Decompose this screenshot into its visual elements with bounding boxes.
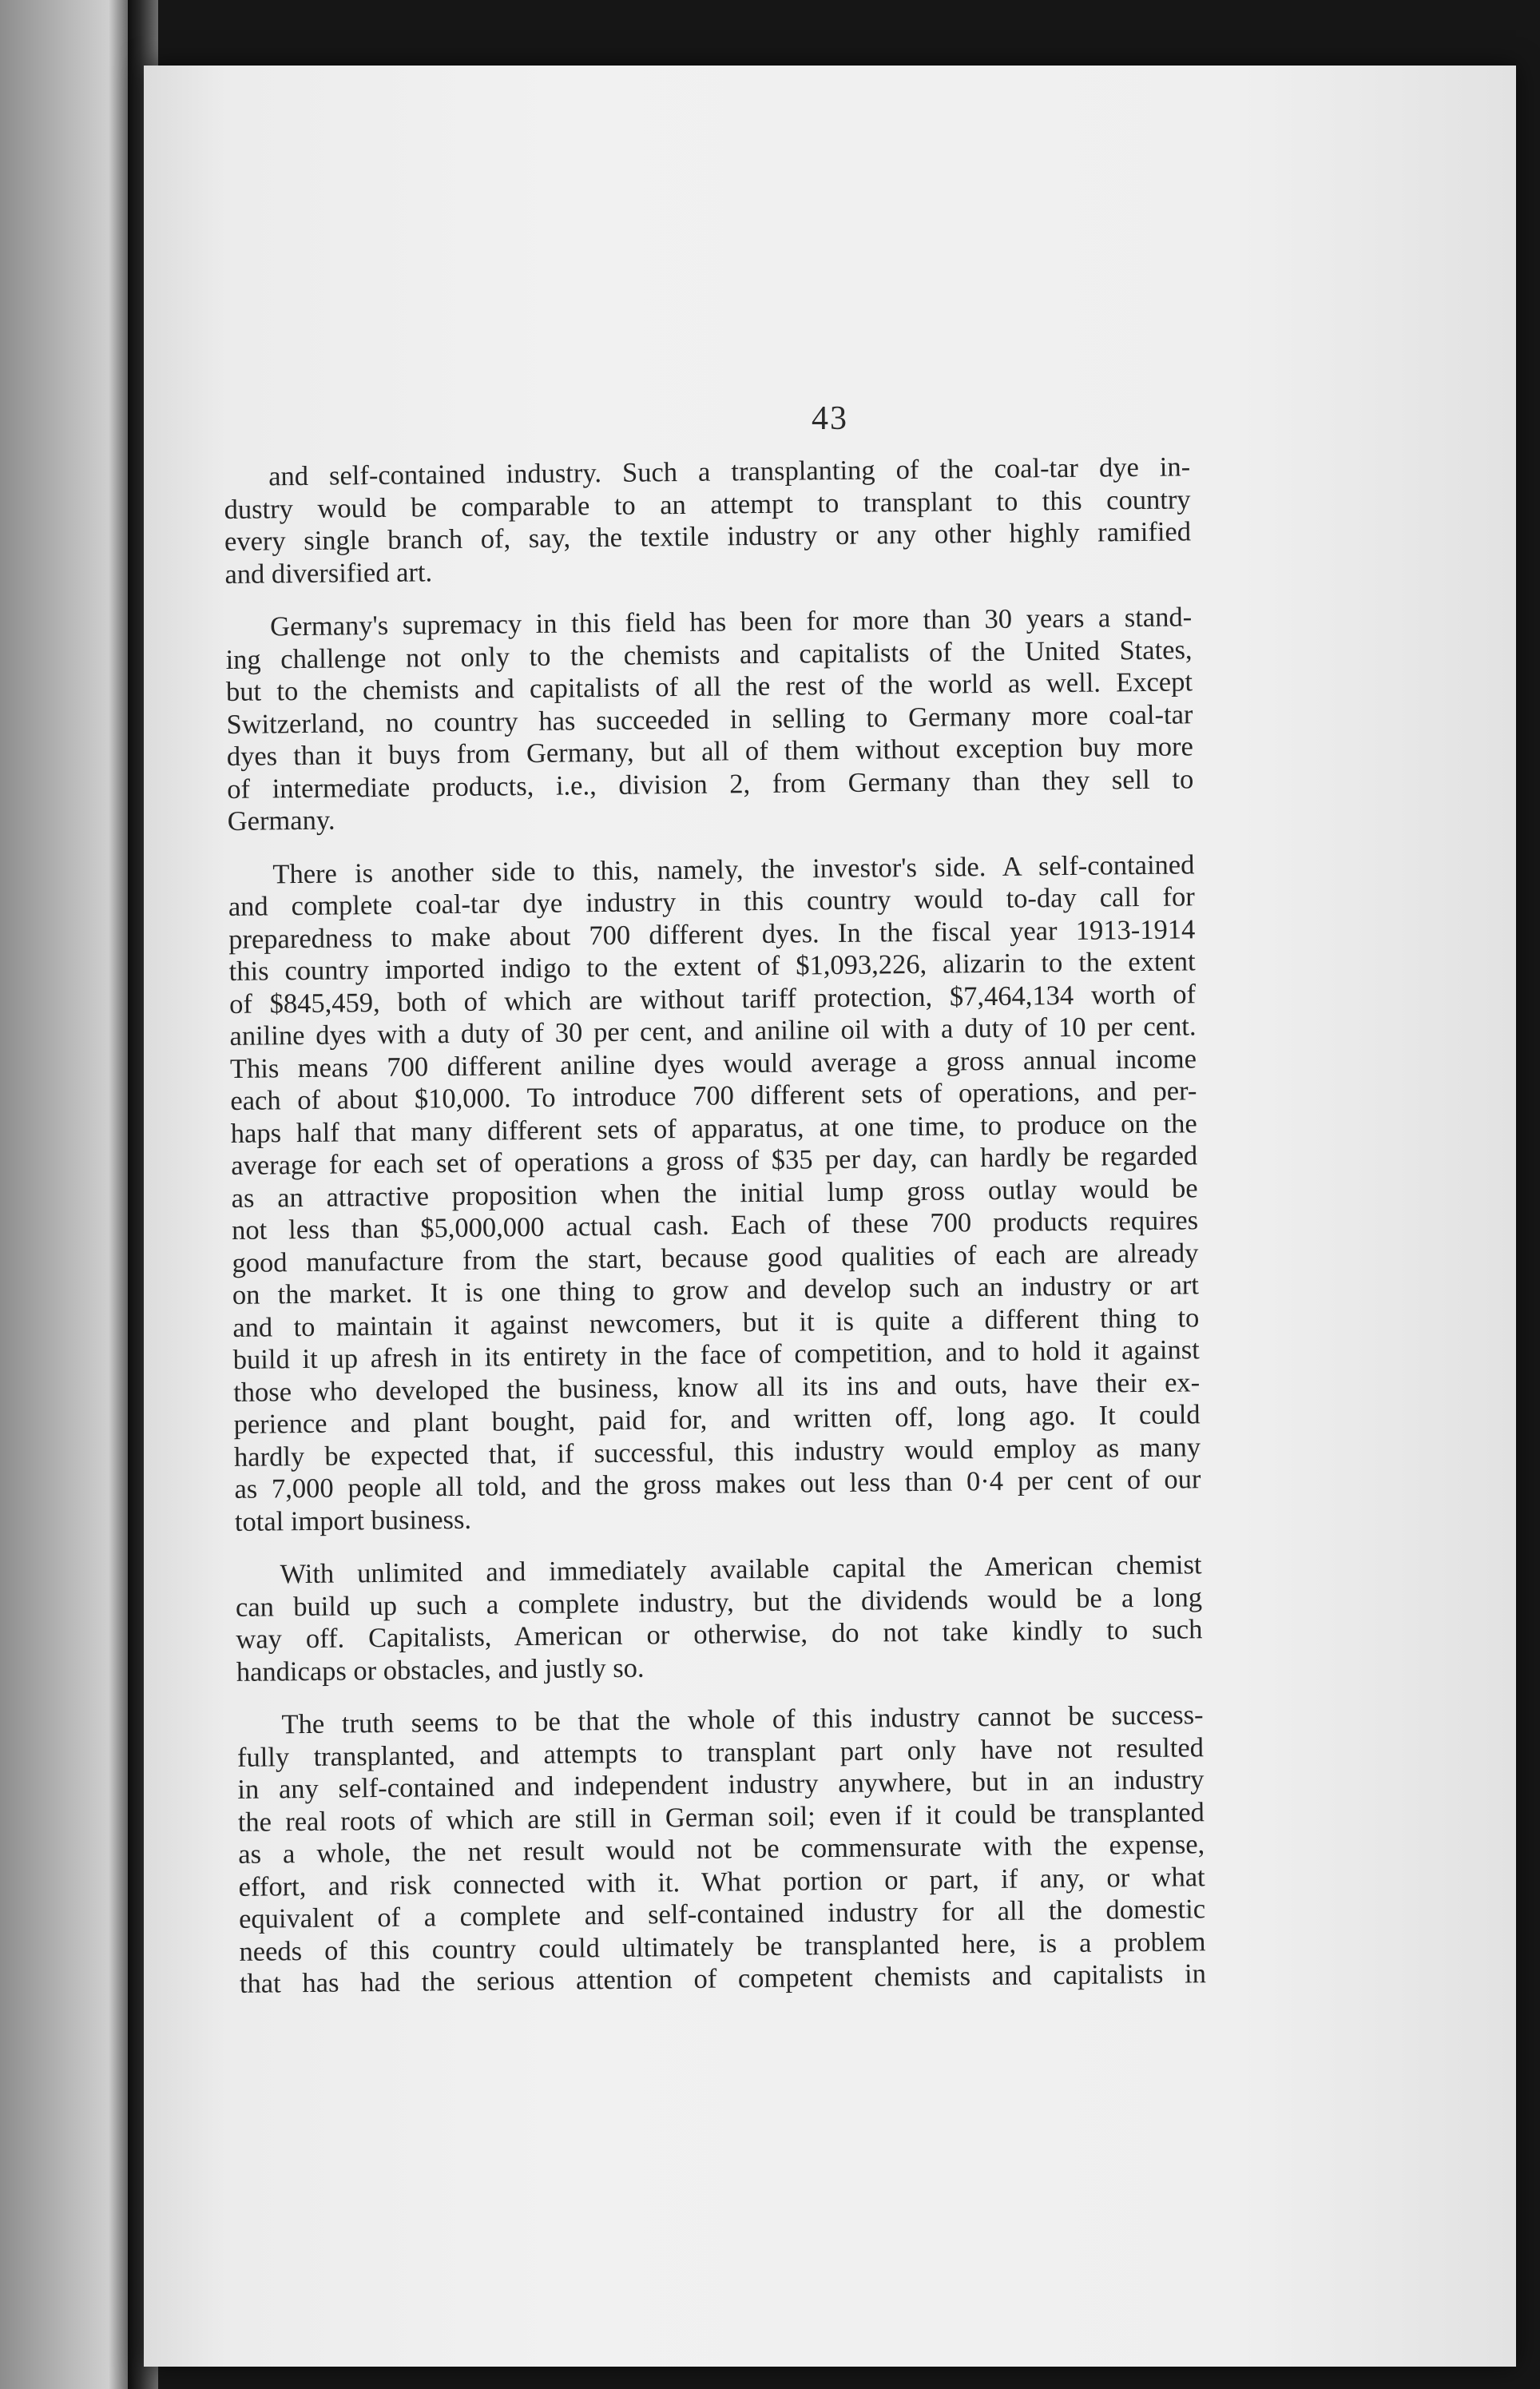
text-line: good manufacture from the start, because good qualities of each are already xyxy=(232,1237,1199,1278)
text-line: in any self-contained and independent industry anywhere, but in an industry xyxy=(237,1764,1205,1805)
facing-page-edge xyxy=(0,0,128,2389)
text-line: each of about $10,000. To introduce 700 different sets of operations, and per- xyxy=(230,1075,1197,1116)
text-line: not less than $5,000,000 actual cash. Each of these 700 products requires xyxy=(231,1205,1199,1246)
text-line: build it up afresh in its entirety in the face of competition, and to hold it against xyxy=(232,1334,1200,1375)
text-line: every single branch of, say, the textile industry or any other highly ramified xyxy=(224,516,1192,557)
text-line: The truth seems to be that the whole of this industry cannot be success- xyxy=(281,1699,1204,1740)
paragraph xyxy=(225,601,1194,837)
text-line: needs of this country could ultimately be transplanted here, is a problem xyxy=(239,1926,1206,1967)
text-line: hardly be expected that, if successful, this industry would employ as many xyxy=(233,1431,1201,1473)
body-text xyxy=(224,451,1206,2021)
paragraph xyxy=(236,1699,1206,2000)
text-line: and self-contained industry. Such a transplanting of the coal-tar dye in- xyxy=(268,451,1191,492)
text-line: as 7,000 people all told, and the gross makes out less than 0·4 per cent of our xyxy=(234,1464,1201,1505)
text-line: Germany's supremacy in this field has been for more than 30 years a stand- xyxy=(269,602,1193,642)
text-line: but to the chemists and capitalists of all the rest of the world as well. Except xyxy=(225,666,1193,707)
text-line: ing challenge not only to the chemists and capitalists of the United States, xyxy=(225,634,1193,675)
book-page xyxy=(144,66,1516,2367)
paragraph xyxy=(224,451,1192,590)
paragraph xyxy=(235,1548,1203,1688)
page-number: 43 xyxy=(812,400,848,437)
text-line: perience and plant bought, paid for, and written off, long ago. It could xyxy=(233,1399,1201,1440)
text-line: average for each set of operations a gross of $35 per day, can hardly be regarded xyxy=(231,1140,1198,1181)
text-line: haps half that many different sets of apparatus, at one time, to produce on the xyxy=(230,1107,1197,1149)
text-line: can build up such a complete industry, but the dividends would be a long xyxy=(235,1581,1203,1623)
text-line: This means 700 different aniline dyes would average a gross annual income xyxy=(229,1043,1197,1084)
text-line: of intermediate products, i.e., division 2, from Germany than they sell to xyxy=(227,763,1194,805)
text-line: of $845,459, both of which are without tariff protection, $7,464,134 worth of xyxy=(228,978,1197,1020)
text-line: total import business. xyxy=(234,1504,472,1537)
text-line: as a whole, the net result would not be commensurate with the expense, xyxy=(238,1829,1205,1870)
text-line: on the market. It is one thing to grow and develop such an industry or art xyxy=(232,1270,1200,1310)
text-line: With unlimited and immediately available capital the American chemist xyxy=(280,1549,1202,1590)
text-line: effort, and risk connected with it. What portion or part, if any, or what xyxy=(238,1861,1205,1902)
paragraph xyxy=(228,849,1201,1538)
text-line: the real roots of which are still in German soil; even if it could be transplanted xyxy=(237,1796,1205,1838)
text-line: equivalent of a complete and self-contained industry for all the domestic xyxy=(238,1894,1206,1934)
text-line: this country imported indigo to the extent of $1,093,226, alizarin to the extent xyxy=(228,946,1196,987)
text-line: that has had the serious attention of competent chemists and capitalists in xyxy=(239,1958,1207,1999)
text-line: Germany. xyxy=(227,805,335,837)
text-line: There is another side to this, namely, the investor's side. A self-contained xyxy=(272,849,1195,889)
text-line: and to maintain it against newcomers, but it is quite a different thing to xyxy=(232,1302,1200,1343)
text-line: preparedness to make about 700 different dyes. In the fiscal year 1913-1914 xyxy=(228,913,1196,955)
text-line: dustry would be comparable to an attempt to transplant to this country xyxy=(224,483,1191,525)
text-line: way off. Capitalists, American or otherwise, do not take kindly to such xyxy=(236,1614,1203,1655)
text-line: handicaps or obstacles, and justly so. xyxy=(236,1652,645,1687)
text-line: fully transplanted, and attempts to transplant part only have not resulted xyxy=(236,1731,1205,1773)
text-line: as an attractive proposition when the initial lump gross outlay would be xyxy=(231,1172,1198,1214)
text-line: and complete coal-tar dye industry in this country would to-day call for xyxy=(228,881,1195,922)
text-line: and diversified art. xyxy=(224,556,433,590)
text-line: Switzerland, no country has succeeded in selling to Germany more coal-tar xyxy=(226,698,1193,740)
text-line: aniline dyes with a duty of 30 per cent, and aniline oil with a duty of 10 per cent. xyxy=(229,1011,1197,1051)
text-line: dyes than it buys from Germany, but all of them without exception buy more xyxy=(226,731,1194,772)
text-line: those who developed the business, know all its ins and outs, have their ex- xyxy=(233,1366,1201,1408)
